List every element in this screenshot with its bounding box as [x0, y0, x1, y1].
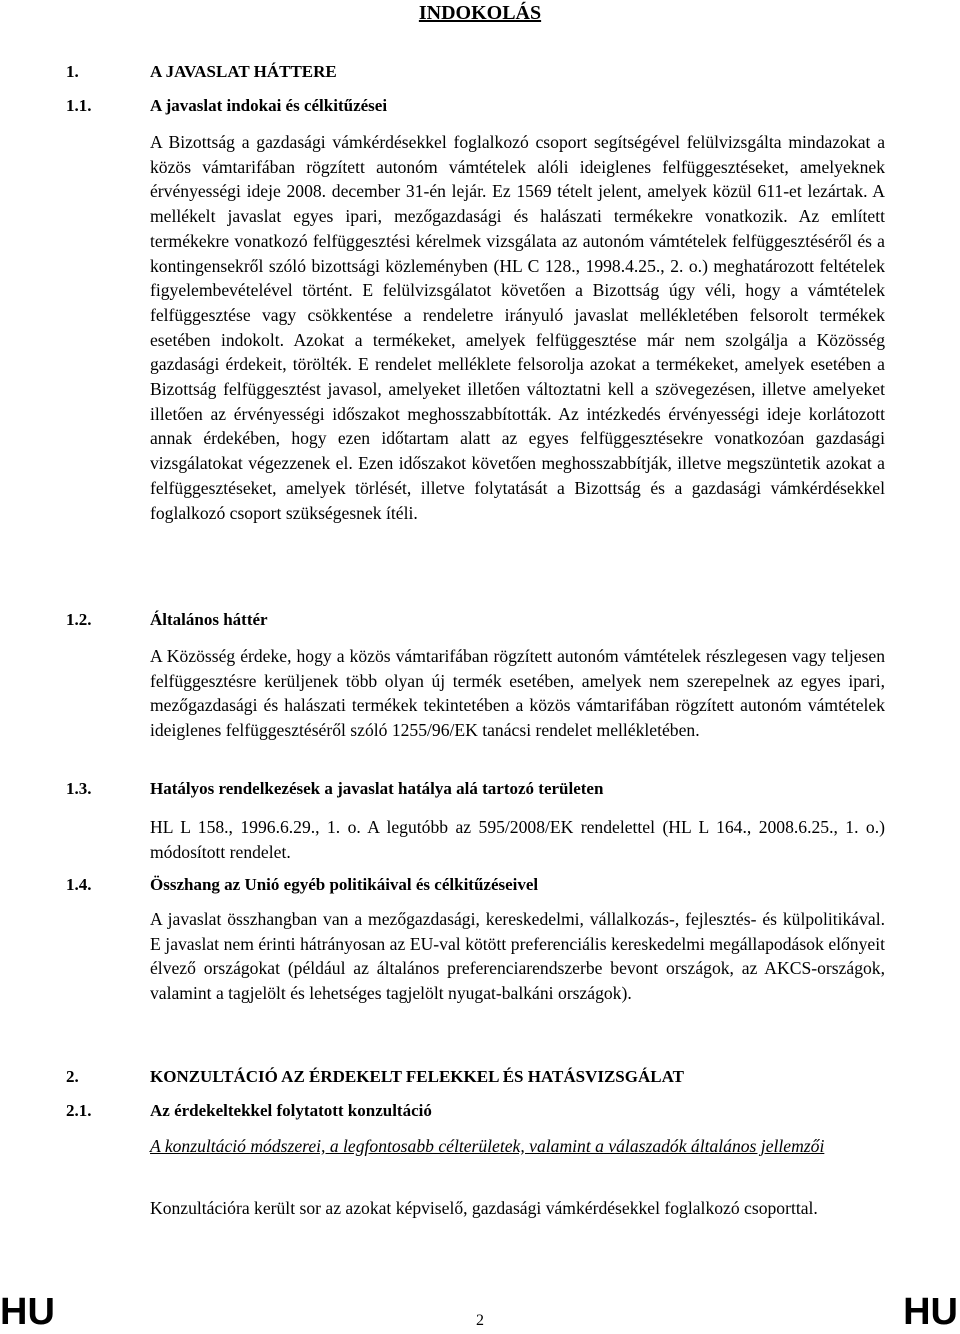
section-1-4-title: Összhang az Unió egyéb politikáival és célkitűzéseivel: [150, 875, 539, 894]
section-1-3-body: HL L 158., 1996.6.29., 1. o. A legutóbb az 595/2008/EK rendelettel (HL L 164., 2008.6.25., 1. o.) módosított rendelet.: [150, 817, 885, 862]
page-number: 2: [476, 1312, 484, 1329]
section-2-1-subtitle: A konzultáció módszerei, a legfontosabb célterületek, valamint a válaszadók általános jellemzői: [150, 1136, 825, 1156]
section-1-title: A JAVASLAT HÁTTERE: [150, 62, 337, 81]
section-2-number: 2.: [66, 1067, 79, 1086]
section-1-1-number: 1.1.: [66, 96, 92, 115]
section-1-3-number: 1.3.: [66, 779, 92, 798]
section-1-1-title: A javaslat indokai és célkitűzései: [150, 96, 388, 115]
section-2-1-number: 2.1.: [66, 1101, 92, 1120]
section-1-2-title: Általános háttér: [150, 610, 268, 629]
footer-language-right: HU: [903, 1291, 958, 1333]
footer-language-left: HU: [0, 1291, 55, 1333]
section-1-number: 1.: [66, 62, 79, 81]
section-1-4-number: 1.4.: [66, 875, 92, 894]
section-1-4-body: A javaslat összhangban van a mezőgazdasági, kereskedelmi, vállalkozás-, fejlesztés- és külpolitikával. E javaslat nem érinti hátrányosan az EU-val kötött preferenciális kereskedelmi megállapodások előnyeit élvező országokat (például az általános preferenciarendszerbe bevont országok, az AKCS-országok, valamint a tagjelölt és lehetséges tagjelölt nyugat-balkáni országok).: [150, 909, 885, 1004]
section-1-2-body: A Közösség érdeke, hogy a közös vámtarifában rögzített autonóm vámtételek részlegesen vagy teljesen felfüggesztésre kerüljenek több olyan új termék esetében, amelyek nem szerepelnek az egyes ipari, mezőgazdasági és halászati termékek tekintetében a közös vámtarifában rögzített autonóm vámtételek ideiglenes felfüggesztéséről szóló 1255/96/EK tanácsi rendelet mellékletében.: [150, 646, 885, 741]
section-2-1-title: Az érdekeltekkel folytatott konzultáció: [150, 1101, 432, 1120]
document-title: INDOKOLÁS: [418, 2, 542, 24]
section-2-title: KONZULTÁCIÓ AZ ÉRDEKELT FELEKKEL ÉS HATÁSVIZSGÁLAT: [150, 1067, 684, 1086]
section-1-1-body: A Bizottság a gazdasági vámkérdésekkel foglalkozó csoport segítségével felülvizsgálta mindazokat a közös vámtarifában rögzített autonóm vámtételek alóli ideiglenes felfüggesztéseket, amelyeknek érvényességi ideje 2008. december 31-én lejár. Ez 1569 tételt jelent, amelyek közül 611-et lezártak. A mellékelt javaslat egyes ipari, mezőgazdasági és halászati termékekre vonatkozik. Az említett termékekre vonatkozó felfüggesztési kérelmek vizsgálata az autonóm vámtételek felfüggesztéséről és a kontingensekről szóló bizottsági közleményben (HL C 128., 1998.4.25., 2. o.) meghatározott feltételek figyelembevételével történt. E felülvizsgálatot követően a Bizottság úgy véli, hogy a vámtételek felfüggesztése vagy csökkentése a rendeletre irányuló javaslat mellékletében felsorolt termékek esetében indokolt. Azokat a termékeket, amelyek felfüggesztése már nem szolgálja a Közösség gazdasági érdekeit, törölték. E rendelet melléklete felsorolja azokat a termékeket, amelyek esetében a Bizottság felfüggesztést javasol, amelyeket illetően változtatni kell a szövegezésen, illetve amelyeket illetően az érvényességi időszakot meghosszabbították. Az intézkedés érvényességi ideje korlátozott annak érdekében, hogy ezen időtartam alatt az egyes felfüggesztésekre vonatkozóan gazdasági vizsgálatokat végezzenek el. Ezen időszakot követően meghosszabbítják, illetve megszüntetik azokat a felfüggesztéseket, amelyek törlését, illetve folytatását a Bizottság és a gazdasági vámkérdésekkel foglalkozó csoport szükségesnek ítéli.: [150, 132, 885, 523]
section-2-1-body: Konzultációra került sor az azokat képviselő, gazdasági vámkérdésekkel foglalkozó csoporttal.: [150, 1198, 818, 1218]
section-1-3-title: Hatályos rendelkezések a javaslat hatálya alá tartozó területen: [150, 779, 604, 798]
section-1-2-number: 1.2.: [66, 610, 92, 629]
